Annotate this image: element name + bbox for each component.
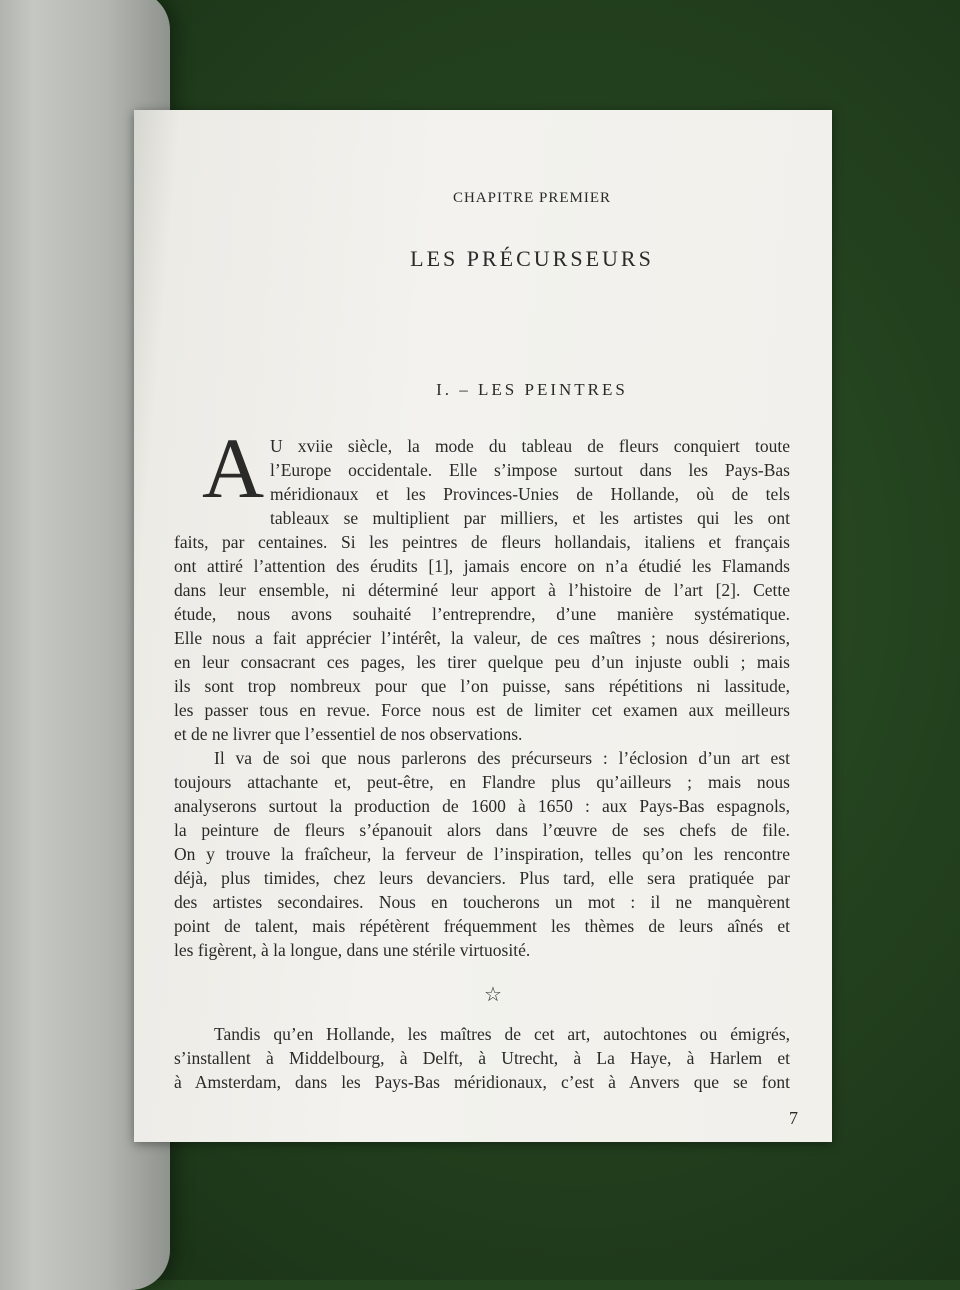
text-line: en leur consacrant ces pages, les tirer quelque peu d’un injuste oubli ; mais (174, 652, 790, 672)
text-line: à Amsterdam, dans les Pays-Bas méridionaux, c’est à Anvers que se font (174, 1072, 790, 1092)
text-line: ils sont trop nombreux pour que l’on puisse, sans répétitions ni lassitude, (174, 676, 790, 696)
text-line: étude, nous avons souhaité l’entreprendre, d’une manière systématique. (174, 604, 790, 624)
text-line: ont attiré l’attention des érudits [1], jamais encore on n’a étudié les Flamands (174, 556, 790, 576)
text-line: point de talent, mais répétèrent fréquemment les thèmes de leurs aînés et (174, 916, 790, 936)
text-line: U xviie siècle, la mode du tableau de fleurs conquiert toute (270, 436, 790, 456)
text-line: s’installent à Middelbourg, à Delft, à Utrecht, à La Haye, à Harlem et (174, 1048, 790, 1068)
separator-star: ☆ (484, 984, 502, 1006)
text-line: les figèrent, à la longue, dans une stérile virtuosité. (174, 940, 531, 960)
text-line: méridionaux et les Provinces-Unies de Hollande, où de tels (270, 484, 790, 504)
chapter-title: LES PRÉCURSEURS (410, 246, 654, 271)
text-line: On y trouve la fraîcheur, la ferveur de l’inspiration, telles qu’on les rencontre (174, 844, 790, 864)
book-page (134, 110, 832, 1142)
text-line: et de ne livrer que l’essentiel de nos observations. (174, 724, 523, 744)
text-line: Il va de soi que nous parlerons des précurseurs : l’éclosion d’un art est (214, 748, 790, 768)
text-line: Tandis qu’en Hollande, les maîtres de cet art, autochtones ou émigrés, (214, 1024, 790, 1044)
text-line: toujours attachante et, peut-être, en Flandre plus qu’ailleurs ; mais nous (174, 772, 790, 792)
text-line: la peinture de fleurs s’épanouit alors dans l’œuvre de ses chefs de file. (174, 820, 790, 840)
text-line: déjà, plus timides, chez leurs devanciers. Plus tard, elle sera pratiquée par (174, 868, 790, 888)
text-line: tableaux se multiplient par milliers, et les artistes qui les ont (270, 508, 790, 528)
page-number: 7 (789, 1108, 798, 1128)
text-line: Elle nous a fait apprécier l’intérêt, la valeur, de ces maîtres ; nous désirerions, (174, 628, 790, 648)
text-line: des artistes secondaires. Nous en toucherons un mot : il ne manquèrent (174, 892, 790, 912)
text-line: les passer tous en revue. Force nous est de limiter cet examen aux meilleurs (174, 700, 790, 720)
text-line: faits, par centaines. Si les peintres de fleurs hollandais, italiens et français (174, 532, 790, 552)
drop-cap: A (201, 420, 265, 516)
text-line: dans leur ensemble, ni déterminé leur apport à l’histoire de l’art [2]. Cette (174, 580, 790, 600)
section-title: I. – LES PEINTRES (436, 380, 628, 399)
text-line: l’Europe occidentale. Elle s’impose surtout dans les Pays-Bas (270, 460, 790, 480)
text-line: analyserons surtout la production de 1600 à 1650 : aux Pays-Bas espagnols, (174, 796, 790, 816)
chapter-label: CHAPITRE PREMIER (452, 190, 612, 206)
